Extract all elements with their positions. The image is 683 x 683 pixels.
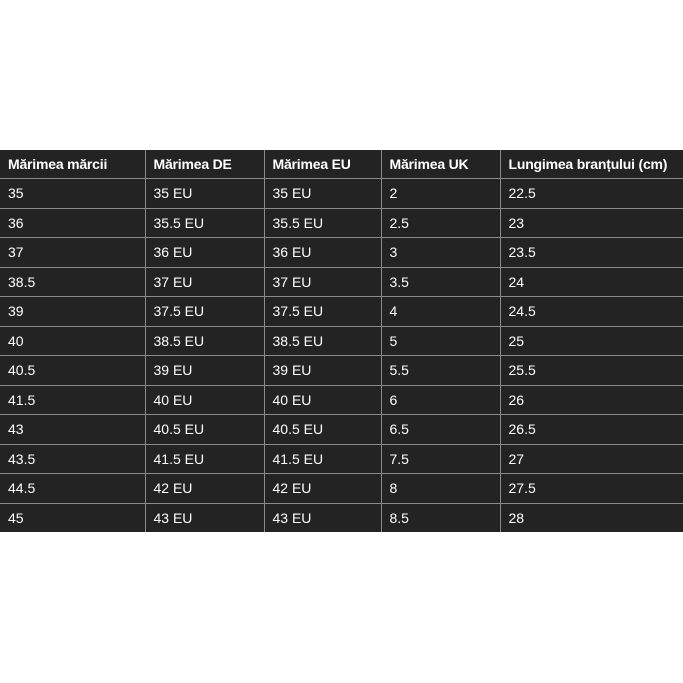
cell-brand-size: 40 [0, 326, 145, 356]
cell-brand-size: 38.5 [0, 267, 145, 297]
cell-uk-size: 5.5 [381, 356, 500, 386]
table-row [0, 326, 683, 356]
cell-insole-length: 25 [500, 326, 683, 356]
header-row [0, 150, 683, 179]
cell-eu-size: 43 EU [264, 503, 381, 532]
table-row [0, 297, 683, 327]
cell-brand-size: 43.5 [0, 444, 145, 474]
cell-brand-size: 44.5 [0, 474, 145, 504]
cell-eu-size: 40.5 EU [264, 415, 381, 445]
cell-insole-length: 25.5 [500, 356, 683, 386]
cell-de-size: 37 EU [145, 267, 264, 297]
cell-insole-length: 22.5 [500, 179, 683, 209]
cell-de-size: 38.5 EU [145, 326, 264, 356]
cell-uk-size: 2 [381, 179, 500, 209]
cell-de-size: 40 EU [145, 385, 264, 415]
cell-insole-length: 24 [500, 267, 683, 297]
size-chart-table [0, 150, 683, 532]
cell-de-size: 42 EU [145, 474, 264, 504]
cell-eu-size: 38.5 EU [264, 326, 381, 356]
cell-insole-length: 28 [508, 509, 525, 526]
cell-eu-size: 35 EU [264, 179, 381, 209]
cell-brand-size: 43 [0, 415, 145, 445]
table-row [0, 503, 683, 532]
header-eu-size: Mărimea EU [264, 150, 381, 179]
cell-eu-size: 42 EU [264, 474, 381, 504]
cell-brand-size: 37 [0, 238, 145, 268]
cell-insole-length: 26 [500, 385, 683, 415]
table-header [0, 150, 683, 179]
cell-insole-length: 24.5 [500, 297, 683, 327]
cell-uk-size: 4 [381, 297, 500, 327]
table-row [0, 385, 683, 415]
cell-brand-size: 35 [0, 179, 145, 209]
header-brand-size: Mărimea mărcii [0, 150, 145, 179]
cell-eu-size: 41.5 EU [264, 444, 381, 474]
cell-uk-size: 6.5 [381, 415, 500, 445]
cell-de-size: 39 EU [145, 356, 264, 386]
cell-insole-length: 23.5 [500, 238, 683, 268]
cell-eu-size: 37.5 EU [264, 297, 381, 327]
cell-eu-size: 36 EU [264, 238, 381, 268]
cell-eu-size: 35.5 EU [264, 208, 381, 238]
cell-insole-length: 26.5 [500, 415, 683, 445]
cell-insole-length: 27.5 [500, 474, 683, 504]
table-row [0, 208, 683, 238]
cell-uk-size: 8.5 [381, 503, 500, 532]
cell-brand-size: 36 [0, 208, 145, 238]
table-row [0, 444, 683, 474]
cell-uk-size: 3.5 [381, 267, 500, 297]
cell-brand-size: 39 [0, 297, 145, 327]
cell-eu-size: 39 EU [264, 356, 381, 386]
cell-de-size: 41.5 EU [145, 444, 264, 474]
cell-insole-length: 23 [500, 208, 683, 238]
cell-uk-size: 5 [381, 326, 500, 356]
cell-de-size: 43 EU [145, 503, 264, 532]
cell-de-size: 35 EU [145, 179, 264, 209]
table-row [0, 356, 683, 386]
table-row [0, 267, 683, 297]
header-de-size: Mărimea DE [145, 150, 264, 179]
table-row [0, 474, 683, 504]
cell-uk-size: 8 [381, 474, 500, 504]
cell-de-size: 37.5 EU [145, 297, 264, 327]
cell-de-size: 40.5 EU [145, 415, 264, 445]
table-row [0, 179, 683, 209]
cell-brand-size: 45 [0, 503, 145, 532]
cell-uk-size: 2.5 [381, 208, 500, 238]
cell-uk-size: 6 [381, 385, 500, 415]
cell-de-size: 36 EU [145, 238, 264, 268]
header-uk-size: Mărimea UK [381, 150, 500, 179]
header-insole-length: Lungimea branțului (cm) [500, 150, 683, 179]
cell-uk-size: 7.5 [381, 444, 500, 474]
cell-eu-size: 40 EU [264, 385, 381, 415]
cell-de-size: 35.5 EU [145, 208, 264, 238]
cell-insole-length: 27 [500, 444, 683, 474]
cell-brand-size: 40.5 [0, 356, 145, 386]
table-row [0, 415, 683, 445]
table-body [0, 179, 683, 533]
cell-uk-size: 3 [381, 238, 500, 268]
table-row [0, 238, 683, 268]
cell-brand-size: 41.5 [0, 385, 145, 415]
cell-eu-size: 37 EU [264, 267, 381, 297]
